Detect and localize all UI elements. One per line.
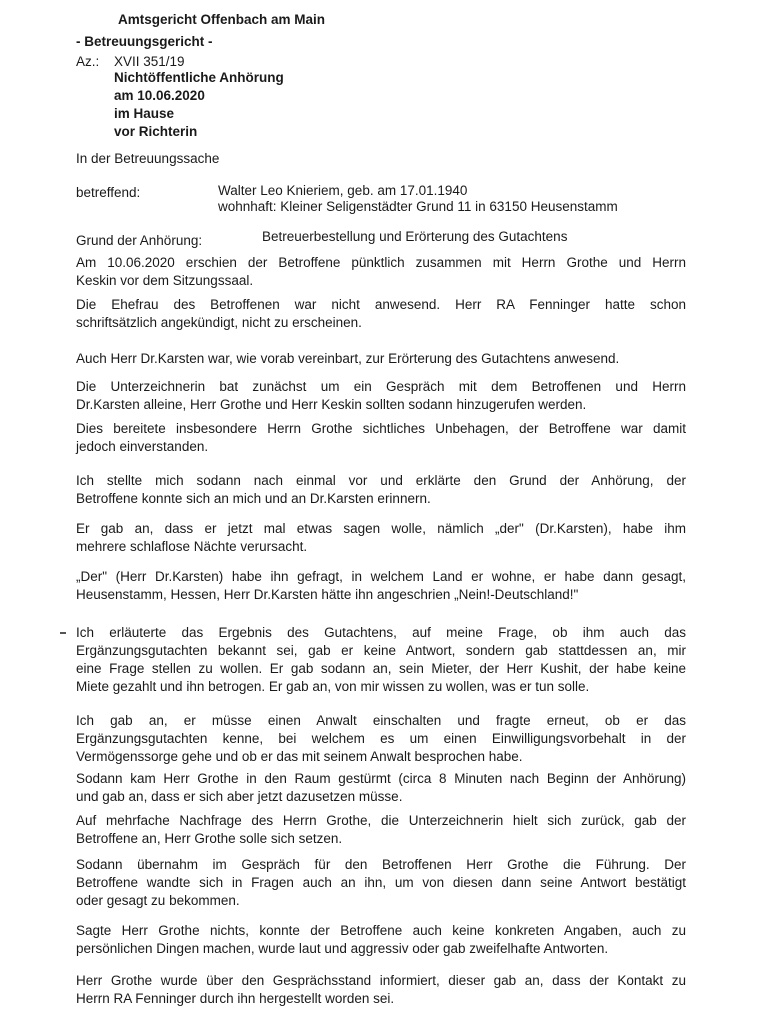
paragraph-14 [76,922,686,958]
concerning-address: wohnhaft: Kleiner Seligenstädter Grund 11 in 63150 Heusenstamm [218,199,618,214]
paragraph-line: Ich stellte mich sodann nach einmal vor und erklärte den Grund der Anhörung, der [76,473,686,488]
paragraph-line: persönlichen Dingen machen, wurde laut und aggressiv oder gab zweifelhafte Antworten. [76,941,609,956]
paragraph-1 [76,254,686,290]
paragraph-line: Betroffene konnte sich an mich und an Dr.Karsten erinnern. [76,491,431,506]
hearing-judge: vor Richterin [114,124,198,139]
paragraph-line: Sagte Herr Grothe nichts, konnte der Betroffene auch keine konkreten Angaben, auch zu [76,923,686,938]
paragraph-line: Am 10.06.2020 erschien der Betroffene pünktlich zusammen mit Herrn Grothe und Herrn [76,255,686,270]
paragraph-line: Die Ehefrau des Betroffenen war nicht anwesend. Herr RA Fenninger hatte schon [76,297,686,312]
court-name: Amtsgericht Offenbach am Main [118,12,326,27]
hearing-place: im Hause [114,106,175,121]
paragraph-line: Ich gab an, er müsse einen Anwalt einschalten und fragte erneut, ob er das [76,713,686,728]
paragraph-line: Ich erläuterte das Ergebnis des Gutachtens, auf meine Frage, ob ihm auch das [76,625,686,640]
paragraph-9 [76,624,686,696]
paragraph-6 [76,472,686,508]
reason-label: Grund der Anhörung: [76,233,203,248]
paragraph-11 [76,770,686,806]
paragraph-13 [76,856,686,910]
paragraph-line: eine Frage stellen zu wollen. Er gab sodann an, sein Mieter, der Herr Kushit, der habe keine [76,661,686,676]
paragraph-line: Auch Herr Dr.Karsten war, wie vorab vereinbart, zur Erörterung des Gutachtens anwesend. [76,351,620,366]
paragraph-5 [76,420,686,456]
court-division: - Betreuungsgericht - [76,34,213,49]
file-number-label: Az.: [76,54,100,69]
paragraph-2 [76,296,686,332]
paragraph-3 [76,350,686,368]
paragraph-line: Keskin vor dem Sitzungssaal. [76,273,254,288]
concerning-person: Walter Leo Knieriem, geb. am 17.01.1940 [218,183,468,198]
paragraph-line: Ergänzungsgutachten bekannt sei, gab er keine Antwort, sondern gab stattdessen an, mir [76,643,686,658]
paragraph-10 [76,712,686,766]
paragraph-7 [76,520,686,556]
paragraph-line: Heusenstamm, Hessen, Herr Dr.Karsten hätte ihn angeschrien „Nein!-Deutschland!" [76,587,579,602]
paragraph-line: „Der" (Herr Dr.Karsten) habe ihn gefragt, in welchem Land er wohne, er habe dann gesagt, [76,569,686,584]
scan-mark [60,632,66,634]
matter-heading: In der Betreuungssache [76,151,220,166]
paragraph-8 [76,568,686,604]
paragraph-line: oder gesagt zu bekommen. [76,893,240,908]
paragraph-line: Auf mehrfache Nachfrage des Herrn Grothe, die Unterzeichnerin hielt sich zurück, gab der [76,813,686,828]
paragraph-line: und gab an, dass er sich aber jetzt dazusetzen müsse. [76,789,403,804]
paragraph-line: Sodann übernahm im Gespräch für den Betroffenen Herr Grothe die Führung. Der [76,857,686,872]
paragraph-line: Er gab an, dass er jetzt mal etwas sagen wolle, nämlich „der" (Dr.Karsten), habe ihm [76,521,686,536]
paragraph-line: Herr Grothe wurde über den Gesprächsstand informiert, dieser gab an, dass der Kontakt zu [76,973,686,988]
paragraph-line: Betroffene an, Herr Grothe solle sich setzen. [76,831,343,846]
paragraph-line: Vermögenssorge gehe und ob er das mit seinem Anwalt besprochen habe. [76,749,523,764]
paragraph-line: Betroffene wandte sich in Fragen auch an ihn, um von diesen dann seine Antwort bestätigt [76,875,686,890]
file-number: XVII 351/19 [114,54,185,69]
paragraph-12 [76,812,686,848]
reason-value: Betreuerbestellung und Erörterung des Gutachtens [262,229,568,244]
paragraph-line: Herrn RA Fenninger durch ihn hergestellt worden sei. [76,991,395,1006]
paragraph-line: Sodann kam Herr Grothe in den Raum gestürmt (circa 8 Minuten nach Beginn der Anhörung) [76,771,686,786]
paragraph-line: Die Unterzeichnerin bat zunächst um ein Gespräch mit dem Betroffenen und Herrn [76,379,686,394]
paragraph-line: jedoch einverstanden. [76,439,209,454]
hearing-date: am 10.06.2020 [114,88,205,103]
paragraph-15 [76,972,686,1008]
concerning-label: betreffend: [76,185,141,200]
paragraph-line: mehrere schlaflose Nächte verursacht. [76,539,308,554]
paragraph-line: Dr.Karsten alleine, Herr Grothe und Herr Keskin sollten sodann hinzugerufen werden. [76,397,587,412]
hearing-type: Nichtöffentliche Anhörung [114,70,284,85]
paragraph-line: Dies bereitete insbesondere Herrn Grothe sichtliches Unbehagen, der Betroffene war damit [76,421,686,436]
paragraph-line: schriftsätzlich angekündigt, nicht zu erscheinen. [76,315,362,330]
paragraph-line: Miete gezahlt und ihn betrogen. Er gab an, von mir wissen zu wollen, was er tun solle. [76,679,590,694]
paragraph-line: Ergänzungsgutachten kenne, bei welchem es um einen Einwilligungsvorbehalt in der [76,731,686,746]
paragraph-4 [76,378,686,414]
